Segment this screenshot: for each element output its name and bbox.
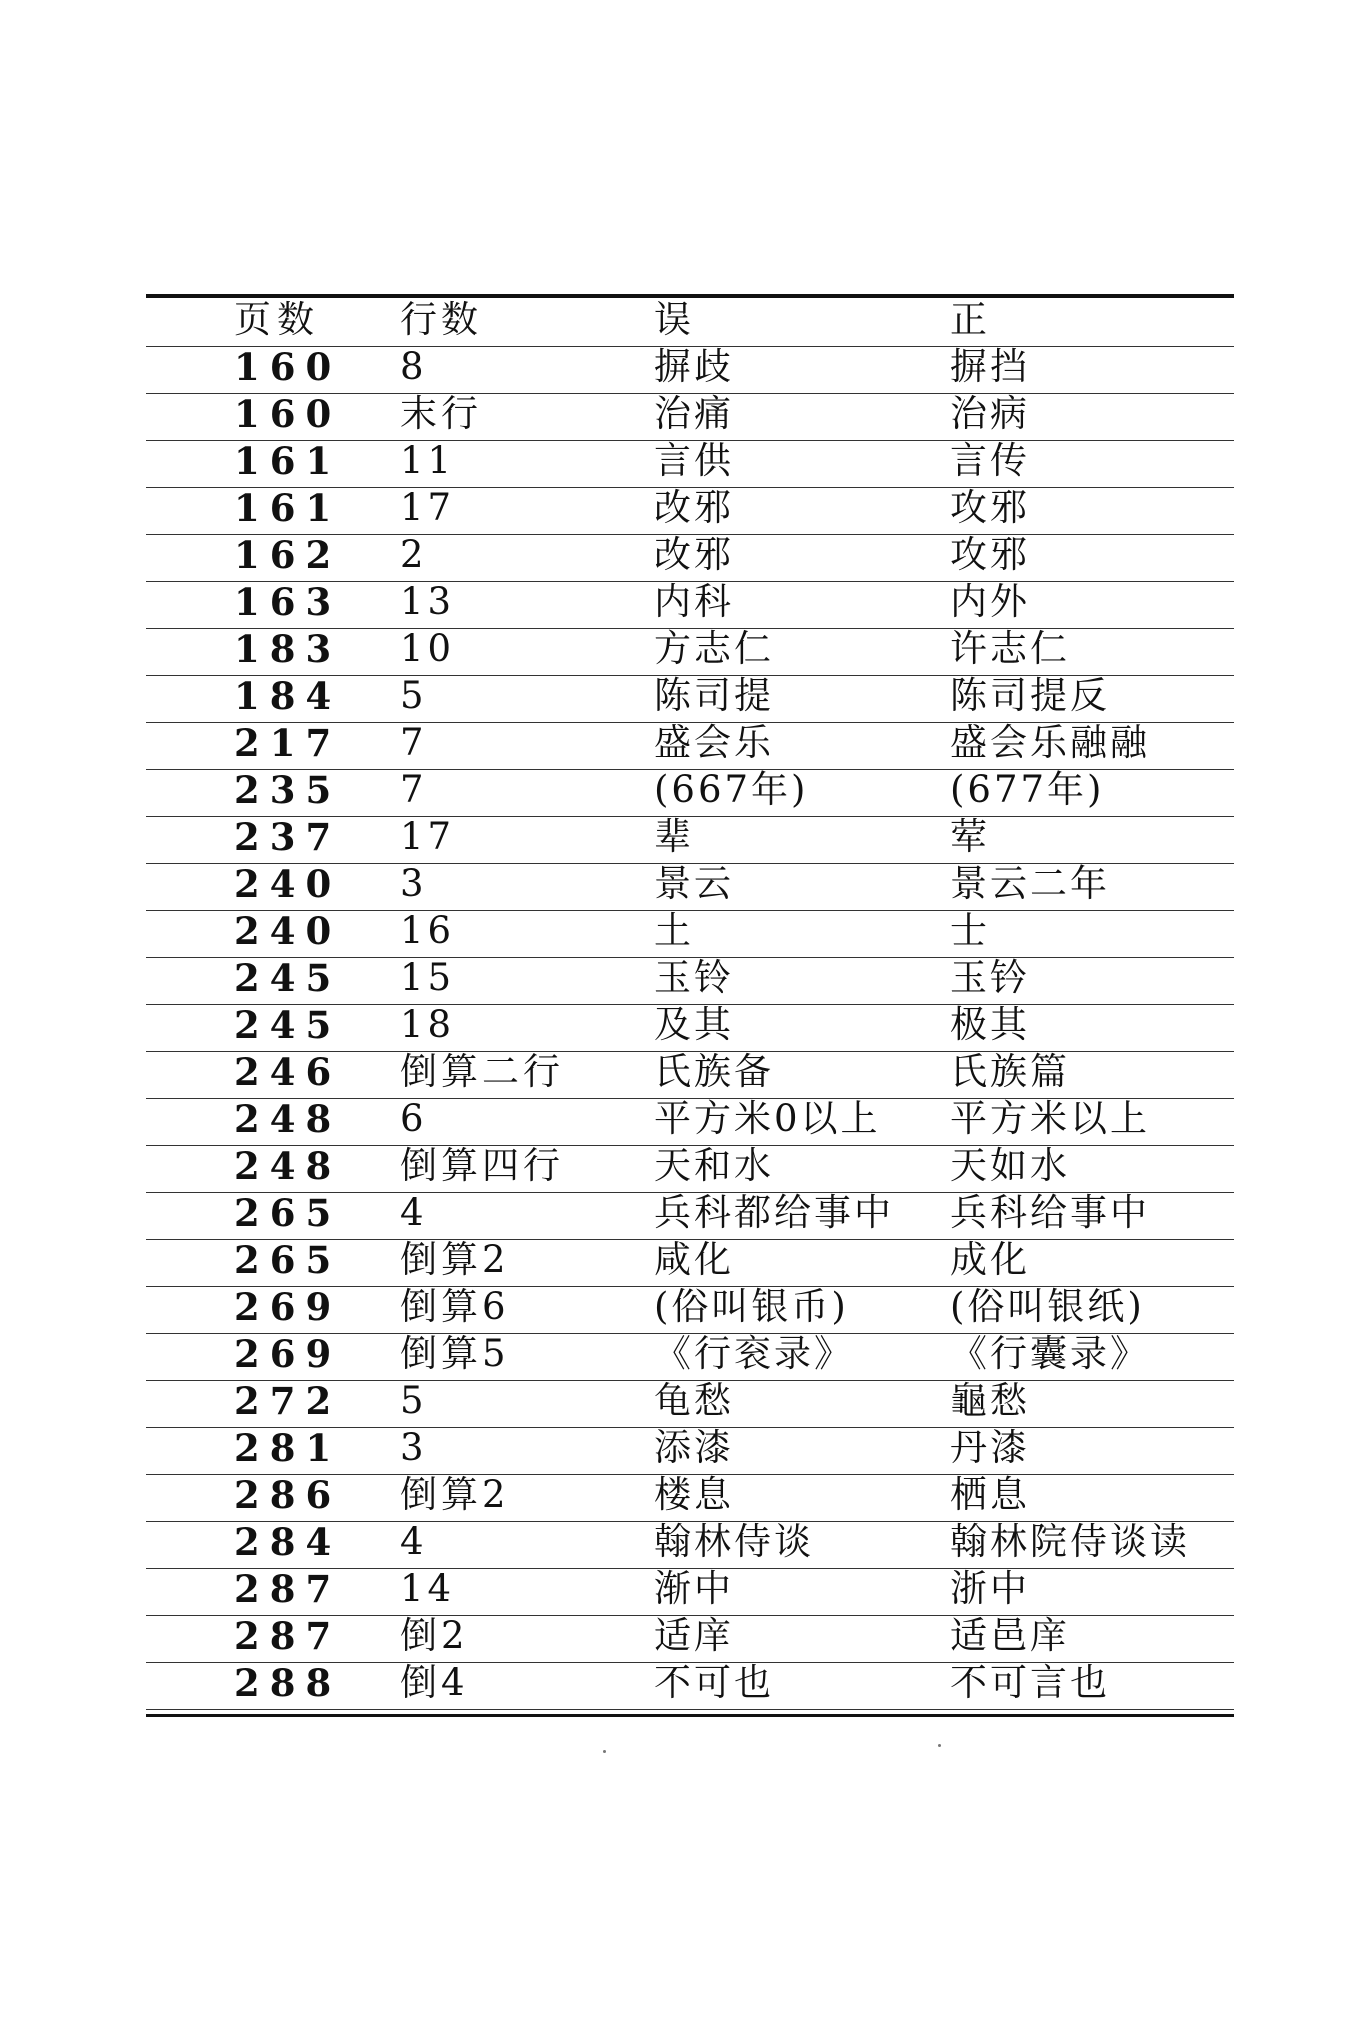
errata-rows [146, 347, 1234, 1710]
cell-line: 17 [400, 815, 456, 858]
cell-wrong: 添漆 [654, 1426, 734, 1469]
cell-right: 士 [950, 909, 990, 952]
cell-page: 237 [234, 815, 342, 859]
cell-line: 7 [400, 721, 428, 764]
cell-wrong: 咸化 [654, 1238, 734, 1281]
bottom-rule [146, 1714, 1234, 1717]
cell-right: 景云二年 [950, 862, 1110, 905]
cell-line: 3 [400, 1426, 428, 1469]
cell-page: 240 [234, 862, 342, 906]
cell-wrong: 楼息 [654, 1473, 734, 1516]
header-page: 页数 [234, 298, 320, 341]
cell-line: 10 [400, 627, 456, 670]
cell-page: 272 [234, 1379, 342, 1423]
table-row [146, 535, 1234, 582]
cell-right: 言传 [950, 439, 1030, 482]
cell-wrong: 陈司提 [654, 674, 774, 717]
cell-page: 235 [234, 768, 342, 812]
cell-page: 184 [234, 674, 342, 718]
cell-page: 162 [234, 533, 342, 577]
cell-page: 217 [234, 721, 342, 765]
cell-page: 240 [234, 909, 342, 953]
cell-wrong: 《行衮录》 [654, 1332, 854, 1375]
cell-right: 摒挡 [950, 345, 1030, 388]
cell-wrong: 及其 [654, 1003, 734, 1046]
cell-right: 攻邪 [950, 486, 1030, 529]
cell-wrong: 翰林侍谈 [654, 1520, 814, 1563]
cell-right: 内外 [950, 580, 1030, 623]
cell-wrong: 方志仁 [654, 627, 774, 670]
table-row [146, 1616, 1234, 1663]
speck [603, 1750, 606, 1753]
cell-wrong: 土 [654, 909, 694, 952]
table-row [146, 1146, 1234, 1193]
cell-line: 倒算2 [400, 1238, 510, 1281]
cell-wrong: 龟愁 [654, 1379, 734, 1422]
cell-right: 极其 [950, 1003, 1030, 1046]
cell-wrong: 改邪 [654, 486, 734, 529]
cell-right: 攻邪 [950, 533, 1030, 576]
cell-page: 288 [234, 1661, 342, 1705]
cell-right: 治病 [950, 392, 1030, 435]
cell-page: 245 [234, 956, 342, 1000]
cell-page: 248 [234, 1097, 342, 1141]
cell-wrong: 天和水 [654, 1144, 774, 1187]
cell-right: 陈司提反 [950, 674, 1110, 717]
cell-line: 11 [400, 439, 456, 482]
cell-wrong: 兵科都给事中 [654, 1191, 894, 1234]
cell-page: 161 [234, 486, 342, 530]
cell-line: 6 [400, 1097, 428, 1140]
table-row [146, 1475, 1234, 1522]
cell-wrong: 渐中 [654, 1567, 734, 1610]
table-row [146, 1334, 1234, 1381]
cell-line: 4 [400, 1520, 428, 1563]
table-row [146, 582, 1234, 629]
cell-wrong: (俗叫银币) [654, 1285, 849, 1328]
cell-right: (俗叫银纸) [950, 1285, 1145, 1328]
cell-page: 284 [234, 1520, 342, 1564]
table-row [146, 723, 1234, 770]
cell-line: 倒算5 [400, 1332, 510, 1375]
table-row [146, 347, 1234, 394]
cell-wrong: (667年) [654, 768, 809, 811]
cell-line: 倒4 [400, 1661, 469, 1704]
table-row [146, 770, 1234, 817]
table-row [146, 1381, 1234, 1428]
cell-right: 丹漆 [950, 1426, 1030, 1469]
cell-page: 246 [234, 1050, 342, 1094]
cell-right: 兵科给事中 [950, 1191, 1150, 1234]
cell-wrong: 景云 [654, 862, 734, 905]
cell-page: 265 [234, 1238, 342, 1282]
cell-line: 倒算四行 [400, 1144, 564, 1187]
cell-page: 265 [234, 1191, 342, 1235]
cell-line: 8 [400, 345, 428, 388]
cell-line: 倒2 [400, 1614, 469, 1657]
cell-right: 荤 [950, 815, 990, 858]
header-row [146, 300, 1234, 347]
table-row [146, 1099, 1234, 1146]
cell-line: 2 [400, 533, 428, 576]
cell-wrong: 言供 [654, 439, 734, 482]
cell-line: 末行 [400, 392, 482, 435]
cell-wrong: 治痛 [654, 392, 734, 435]
cell-page: 286 [234, 1473, 342, 1517]
cell-line: 5 [400, 674, 428, 717]
cell-line: 7 [400, 768, 428, 811]
cell-wrong: 氏族备 [654, 1050, 774, 1093]
cell-page: 248 [234, 1144, 342, 1188]
cell-wrong: 玉铃 [654, 956, 734, 999]
cell-page: 245 [234, 1003, 342, 1047]
table-row [146, 441, 1234, 488]
cell-page: 269 [234, 1285, 342, 1329]
cell-wrong: 辈 [654, 815, 694, 858]
header-line: 行数 [400, 298, 482, 341]
cell-right: 龜愁 [950, 1379, 1030, 1422]
cell-page: 269 [234, 1332, 342, 1376]
table-row [146, 1522, 1234, 1569]
cell-line: 13 [400, 580, 456, 623]
table-row [146, 1428, 1234, 1475]
table-row [146, 864, 1234, 911]
header-right: 正 [950, 298, 991, 341]
cell-line: 14 [400, 1567, 456, 1610]
table-row [146, 629, 1234, 676]
cell-page: 160 [234, 345, 342, 389]
table-row [146, 911, 1234, 958]
cell-right: 玉钤 [950, 956, 1030, 999]
cell-right: 适邑庠 [950, 1614, 1070, 1657]
cell-right: 翰林院侍谈读 [950, 1520, 1190, 1563]
cell-page: 281 [234, 1426, 342, 1470]
cell-line: 3 [400, 862, 428, 905]
table-row [146, 394, 1234, 441]
table-row [146, 488, 1234, 535]
table-row [146, 676, 1234, 723]
cell-page: 287 [234, 1567, 342, 1611]
table-row [146, 1193, 1234, 1240]
cell-page: 160 [234, 392, 342, 436]
cell-right: 许志仁 [950, 627, 1070, 670]
cell-page: 183 [234, 627, 342, 671]
table-row [146, 817, 1234, 864]
cell-wrong: 摒歧 [654, 345, 734, 388]
cell-right: 《行囊录》 [950, 1332, 1150, 1375]
cell-wrong: 不可也 [654, 1661, 774, 1704]
cell-line: 15 [400, 956, 456, 999]
cell-line: 5 [400, 1379, 428, 1422]
cell-page: 287 [234, 1614, 342, 1658]
cell-wrong: 适庠 [654, 1614, 734, 1657]
cell-wrong: 盛会乐 [654, 721, 774, 764]
cell-page: 161 [234, 439, 342, 483]
table-row [146, 1287, 1234, 1334]
cell-line: 17 [400, 486, 456, 529]
cell-wrong: 内科 [654, 580, 734, 623]
table-row [146, 1240, 1234, 1287]
cell-line: 倒算6 [400, 1285, 510, 1328]
table-row [146, 958, 1234, 1005]
table-row [146, 1569, 1234, 1616]
cell-line: 18 [400, 1003, 456, 1046]
cell-right: (677年) [950, 768, 1105, 811]
cell-right: 天如水 [950, 1144, 1070, 1187]
header-wrong: 误 [654, 298, 695, 341]
cell-right: 不可言也 [950, 1661, 1110, 1704]
cell-right: 栖息 [950, 1473, 1030, 1516]
cell-right: 浙中 [950, 1567, 1030, 1610]
table-row [146, 1663, 1234, 1710]
cell-wrong: 平方米0以上 [654, 1097, 881, 1140]
errata-table [146, 294, 1234, 1717]
table-row [146, 1005, 1234, 1052]
speck [938, 1744, 941, 1747]
cell-right: 成化 [950, 1238, 1030, 1281]
cell-page: 163 [234, 580, 342, 624]
cell-line: 倒算2 [400, 1473, 510, 1516]
cell-line: 倒算二行 [400, 1050, 564, 1093]
cell-right: 盛会乐融融 [950, 721, 1150, 764]
cell-right: 氏族篇 [950, 1050, 1070, 1093]
cell-line: 4 [400, 1191, 428, 1234]
cell-wrong: 改邪 [654, 533, 734, 576]
cell-right: 平方米以上 [950, 1097, 1150, 1140]
table-row [146, 1052, 1234, 1099]
cell-line: 16 [400, 909, 456, 952]
